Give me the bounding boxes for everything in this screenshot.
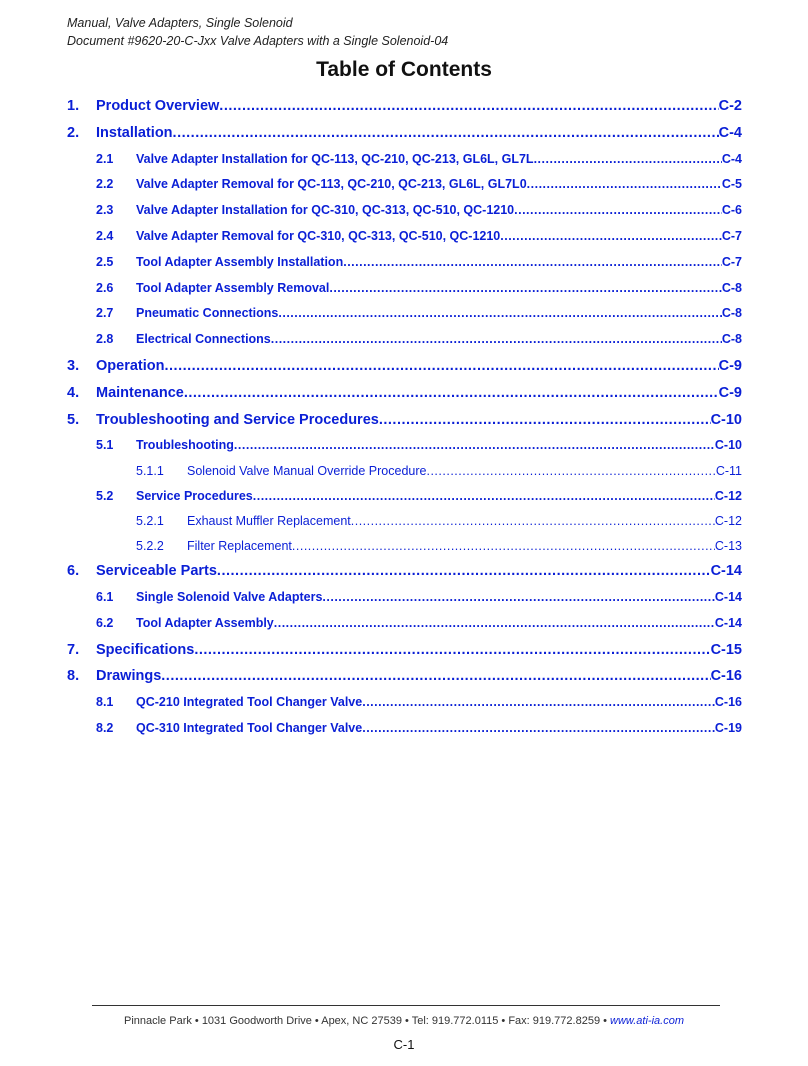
toc-entry[interactable] — [67, 716, 742, 742]
toc-leader-dots — [322, 585, 715, 611]
toc-entry-label: QC-210 Integrated Tool Changer Valve — [136, 695, 363, 710]
toc-entry-page: C-4 — [718, 124, 742, 141]
toc-entry-number: 3. — [67, 357, 80, 374]
footer-address: Pinnacle Park • 1031 Goodworth Drive • Apex, NC 27539 • Tel: 919.772.0115 • Fax: 919.772.8259 • — [123, 1015, 611, 1027]
toc-leader-dots — [379, 407, 711, 434]
toc-entry-page: C-15 — [710, 641, 742, 658]
toc-entry-number: 6.1 — [96, 589, 114, 604]
toc-entry-label: Service Procedures — [136, 488, 253, 503]
toc-entry-label: Valve Adapter Removal for QC-113, QC-210, QC-213, GL6L, GL7L0 — [136, 177, 527, 192]
toc-entry-label: Tool Adapter Assembly — [136, 615, 274, 630]
toc-entry[interactable] — [67, 637, 742, 664]
toc-leader-dots — [184, 380, 719, 407]
header-manual-title: Manual, Valve Adapters, Single Solenoid — [67, 16, 293, 30]
toc-entry-number: 6.2 — [96, 615, 114, 630]
toc-entry[interactable] — [67, 327, 742, 353]
toc-entry-page: C-10 — [714, 438, 742, 453]
toc-entry-number: 8.2 — [96, 720, 114, 735]
toc-entry-number: 2.2 — [96, 177, 114, 192]
toc-entry[interactable] — [67, 663, 742, 690]
toc-entry[interactable] — [67, 224, 742, 250]
toc-entry-label: Valve Adapter Removal for QC-310, QC-313, QC-510, QC-1210 — [136, 228, 501, 243]
toc-entry-label: Filter Replacement — [187, 538, 292, 553]
toc-entry[interactable] — [67, 301, 742, 327]
toc-leader-dots — [527, 172, 722, 198]
toc-entry-label: Single Solenoid Valve Adapters — [136, 589, 323, 604]
toc-leader-dots — [362, 716, 715, 742]
toc-leader-dots — [274, 611, 715, 637]
toc-entry-label: Troubleshooting and Service Procedures — [96, 411, 379, 428]
toc-entry[interactable] — [67, 585, 742, 611]
toc-entry-number: 5. — [67, 411, 80, 428]
toc-entry-number: 2.3 — [96, 203, 114, 218]
toc-entry-number: 5.1 — [96, 438, 114, 453]
toc-entry-page: C-6 — [721, 203, 742, 218]
toc-entry-number: 7. — [67, 641, 80, 658]
toc-entry-number: 5.2.2 — [136, 538, 164, 553]
toc-entry-page: C-7 — [721, 228, 742, 243]
toc-entry-label: Maintenance — [96, 384, 184, 401]
toc-leader-dots — [278, 301, 721, 327]
toc-entry-number: 2.8 — [96, 332, 114, 347]
toc-entry-page: C-13 — [714, 538, 742, 553]
toc-entry-page: C-16 — [710, 668, 742, 685]
toc-entry[interactable] — [67, 250, 742, 276]
toc-entry-page: C-14 — [714, 589, 742, 604]
toc-entry-page: C-16 — [714, 695, 742, 710]
toc-entry[interactable] — [67, 459, 742, 483]
toc-entry-page: C-14 — [714, 615, 742, 630]
toc-entry-label: Tool Adapter Assembly Installation — [136, 254, 344, 269]
page-number: C-1 — [393, 1037, 415, 1052]
toc-entry-page: C-9 — [718, 384, 742, 401]
toc-entry-page: C-10 — [710, 411, 742, 428]
toc-entry-label: Operation — [96, 357, 165, 374]
toc-entry-label: Solenoid Valve Manual Override Procedure — [187, 464, 427, 479]
toc-entry-label: Valve Adapter Installation for QC-113, QC-210, QC-213, GL6L, GL7L — [136, 151, 534, 166]
toc-entry-label: Valve Adapter Installation for QC-310, QC-313, QC-510, QC-1210 — [136, 203, 515, 218]
toc-entry-label: Tool Adapter Assembly Removal — [136, 280, 330, 295]
toc-leader-dots — [173, 120, 719, 147]
toc-entry-label: Electrical Connections — [136, 332, 271, 347]
toc-entry-number: 5.2 — [96, 488, 114, 503]
toc-leader-dots — [271, 327, 722, 353]
toc-entry[interactable] — [67, 611, 742, 637]
toc-entry-label: Specifications — [96, 641, 195, 658]
toc-entry[interactable] — [67, 534, 742, 558]
toc-leader-dots — [351, 509, 715, 533]
toc-entry-page: C-2 — [718, 98, 742, 114]
toc-entry-label: Product Overview — [96, 98, 220, 114]
toc-entry-page: C-8 — [721, 306, 742, 321]
toc-entry-number: 5.2.1 — [136, 514, 164, 529]
toc-entry[interactable] — [67, 353, 742, 380]
toc-entry-page: C-5 — [721, 177, 742, 192]
toc-leader-dots — [194, 637, 710, 664]
toc-leader-dots — [329, 276, 722, 302]
toc-leader-dots — [253, 484, 715, 510]
toc-entry-number: 5.1.1 — [136, 464, 164, 479]
toc-entry-page: C-12 — [714, 514, 742, 529]
page-title: Table of Contents — [316, 58, 492, 81]
toc-entry-number: 8. — [67, 668, 80, 685]
toc-entry-number: 2.6 — [96, 280, 114, 295]
toc-entry-page: C-9 — [718, 357, 742, 374]
toc-entry[interactable] — [67, 120, 742, 147]
toc-entry-number: 8.1 — [96, 695, 114, 710]
toc-entry-number: 2. — [67, 124, 80, 141]
toc-leader-dots — [217, 558, 711, 585]
toc-entry[interactable] — [67, 509, 742, 533]
toc-entry-label: Exhaust Muffler Replacement — [187, 514, 351, 529]
toc-entry-number: 2.1 — [96, 151, 114, 166]
toc-entry-label: Serviceable Parts — [96, 563, 217, 580]
table-of-contents — [67, 93, 742, 742]
toc-leader-dots — [343, 250, 722, 276]
toc-entry-label: Installation — [96, 124, 173, 141]
toc-entry-label: QC-310 Integrated Tool Changer Valve — [136, 720, 363, 735]
toc-entry-number: 1. — [67, 98, 80, 114]
toc-entry[interactable] — [67, 484, 742, 510]
toc-entry-label: Drawings — [96, 668, 162, 685]
toc-entry-label: Troubleshooting — [136, 438, 234, 453]
footer-contact — [0, 1015, 808, 1027]
toc-leader-dots — [426, 459, 715, 483]
toc-leader-dots — [219, 93, 718, 120]
toc-entry-number: 2.5 — [96, 254, 114, 269]
toc-entry-page: C-8 — [721, 280, 742, 295]
toc-entry[interactable] — [67, 198, 742, 224]
footer-website-link[interactable]: www.ati-ia.com — [610, 1015, 684, 1027]
toc-entry-number: 4. — [67, 384, 80, 401]
toc-leader-dots — [234, 433, 715, 459]
toc-entry[interactable] — [67, 690, 742, 716]
toc-entry-page: C-14 — [710, 563, 742, 580]
toc-entry-label: Pneumatic Connections — [136, 306, 279, 321]
toc-leader-dots — [500, 224, 722, 250]
toc-entry-page: C-4 — [721, 151, 742, 166]
toc-entry[interactable] — [67, 93, 742, 120]
toc-entry-number: 2.7 — [96, 306, 114, 321]
toc-entry[interactable] — [67, 407, 742, 434]
toc-leader-dots — [514, 198, 722, 224]
toc-entry-page: C-19 — [714, 720, 742, 735]
toc-entry[interactable] — [67, 172, 742, 198]
toc-leader-dots — [362, 690, 715, 716]
toc-entry[interactable] — [67, 276, 742, 302]
toc-entry[interactable] — [67, 558, 742, 585]
toc-leader-dots — [534, 147, 722, 173]
toc-leader-dots — [164, 353, 718, 380]
toc-leader-dots — [292, 534, 715, 558]
running-header — [67, 14, 448, 50]
footer-divider — [92, 1005, 720, 1006]
toc-entry-number: 2.4 — [96, 228, 114, 243]
toc-leader-dots — [161, 663, 710, 690]
toc-entry[interactable] — [67, 380, 742, 407]
toc-entry-page: C-12 — [714, 488, 742, 503]
toc-entry-page: C-7 — [721, 254, 742, 269]
toc-entry-page: C-8 — [721, 332, 742, 347]
header-document-number: Document #9620-20-C-Jxx Valve Adapters with a Single Solenoid-04 — [67, 34, 449, 48]
toc-entry-page: C-11 — [715, 464, 742, 479]
toc-entry-number: 6. — [67, 563, 80, 580]
toc-entry[interactable] — [67, 433, 742, 459]
toc-entry[interactable] — [67, 147, 742, 173]
